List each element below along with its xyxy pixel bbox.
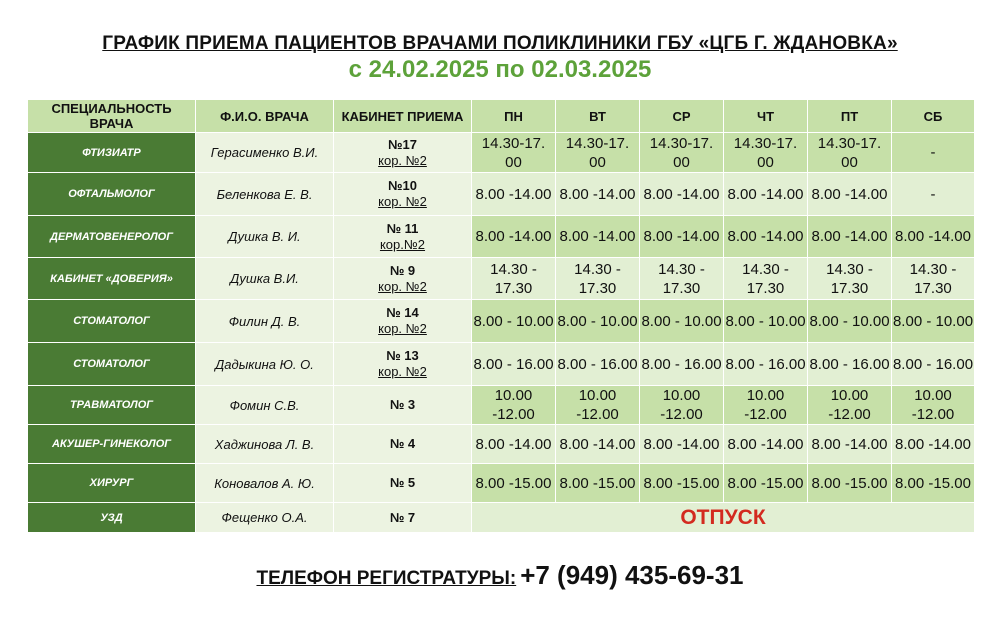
doctor-cell: Фещенко О.А. bbox=[196, 503, 334, 533]
cabinet-number: № 7 bbox=[389, 509, 416, 525]
time-cell-mon: 8.00 - 16.00 bbox=[472, 343, 556, 386]
time-cell-mon: 8.00 -14.00 bbox=[472, 425, 556, 464]
doctor-cell: Душка В. И. bbox=[196, 216, 334, 258]
time-cell-fri: 8.00 -14.00 bbox=[808, 216, 892, 258]
cabinet-number: №17 bbox=[388, 136, 417, 152]
cabinet-cell bbox=[334, 133, 472, 173]
cabinet-cell bbox=[334, 343, 472, 386]
specialty-cell: ОФТАЛЬМОЛОГ bbox=[28, 173, 196, 216]
building-label: кор. №2 bbox=[378, 194, 427, 209]
header-day-tue: ВТ bbox=[556, 100, 640, 133]
time-cell-mon: 8.00 -14.00 bbox=[472, 216, 556, 258]
time-cell-thu: 14.30-17. 00 bbox=[724, 133, 808, 173]
building-label: кор. №2 bbox=[378, 321, 427, 336]
doctor-cell: Филин Д. В. bbox=[196, 300, 334, 343]
time-cell-sat: 8.00 -14.00 bbox=[892, 216, 975, 258]
header-day-fri: ПТ bbox=[808, 100, 892, 133]
time-cell-tue: 14.30 - 17.30 bbox=[556, 258, 640, 300]
cabinet-number: № 9 bbox=[389, 262, 416, 278]
time-cell-fri: 8.00 - 10.00 bbox=[808, 300, 892, 343]
building-label: кор. №2 bbox=[378, 152, 427, 168]
header-cabinet: КАБИНЕТ ПРИЕМА bbox=[334, 100, 472, 133]
time-cell-tue: 8.00 - 16.00 bbox=[556, 343, 640, 386]
phone-number: +7 (949) 435-69-31 bbox=[520, 560, 744, 590]
time-cell-fri: 8.00 - 16.00 bbox=[808, 343, 892, 386]
cabinet-cell bbox=[334, 300, 472, 343]
time-cell-fri: 14.30-17. 00 bbox=[808, 133, 892, 173]
header-day-sat: СБ bbox=[892, 100, 975, 133]
time-cell-fri: 8.00 -14.00 bbox=[808, 425, 892, 464]
cabinet-cell bbox=[334, 425, 472, 464]
time-cell-wed: 8.00 - 10.00 bbox=[640, 300, 724, 343]
specialty-cell: ФТИЗИАТР bbox=[28, 133, 196, 173]
time-cell-tue: 14.30-17. 00 bbox=[556, 133, 640, 173]
doctor-cell: Коновалов А. Ю. bbox=[196, 464, 334, 503]
table-row bbox=[28, 173, 975, 216]
table-row bbox=[28, 343, 975, 386]
cabinet-cell bbox=[334, 503, 472, 533]
specialty-cell: АКУШЕР-ГИНЕКОЛОГ bbox=[28, 425, 196, 464]
time-cell-sat: 8.00 - 10.00 bbox=[892, 300, 975, 343]
table-row bbox=[28, 133, 975, 173]
time-cell-wed: 14.30 - 17.30 bbox=[640, 258, 724, 300]
doctor-cell: Герасименко В.И. bbox=[196, 133, 334, 173]
registry-phone bbox=[0, 560, 1000, 591]
doctor-cell: Хаджинова Л. В. bbox=[196, 425, 334, 464]
time-cell-tue: 8.00 -14.00 bbox=[556, 216, 640, 258]
time-cell-thu: 8.00 -14.00 bbox=[724, 216, 808, 258]
time-cell-fri: 14.30 - 17.30 bbox=[808, 258, 892, 300]
time-cell-thu: 8.00 -15.00 bbox=[724, 464, 808, 503]
time-cell-mon: 8.00 -15.00 bbox=[472, 464, 556, 503]
table-row bbox=[28, 386, 975, 425]
time-cell-mon: 14.30 - 17.30 bbox=[472, 258, 556, 300]
time-cell-tue: 8.00 - 10.00 bbox=[556, 300, 640, 343]
date-range: с 24.02.2025 по 02.03.2025 bbox=[348, 56, 652, 83]
cabinet-number: № 11 bbox=[386, 220, 419, 236]
time-cell-tue: 8.00 -14.00 bbox=[556, 173, 640, 216]
schedule-table bbox=[27, 99, 975, 533]
cabinet-number: № 13 bbox=[386, 348, 419, 363]
cabinet-number: № 4 bbox=[389, 436, 416, 451]
table-row bbox=[28, 503, 975, 533]
table-row bbox=[28, 216, 975, 258]
table-row bbox=[28, 425, 975, 464]
cabinet-cell bbox=[334, 386, 472, 425]
time-cell-tue: 8.00 -15.00 bbox=[556, 464, 640, 503]
specialty-cell: УЗД bbox=[28, 503, 196, 533]
header-day-wed: СР bbox=[640, 100, 724, 133]
time-cell-sat: - bbox=[892, 173, 975, 216]
time-cell-sat: 14.30 - 17.30 bbox=[892, 258, 975, 300]
time-cell-sat: 8.00 - 16.00 bbox=[892, 343, 975, 386]
cabinet-number: № 5 bbox=[389, 475, 416, 490]
specialty-cell: ТРАВМАТОЛОГ bbox=[28, 386, 196, 425]
cabinet-cell bbox=[334, 258, 472, 300]
time-cell-tue: 8.00 -14.00 bbox=[556, 425, 640, 464]
table-row bbox=[28, 258, 975, 300]
doctor-cell: Душка В.И. bbox=[196, 258, 334, 300]
cabinet-cell bbox=[334, 216, 472, 258]
time-cell-mon: 14.30-17. 00 bbox=[472, 133, 556, 173]
cabinet-cell bbox=[334, 173, 472, 216]
doctor-cell: Фомин С.В. bbox=[196, 386, 334, 425]
building-label: кор.№2 bbox=[379, 236, 426, 252]
time-cell-sat: 10.00 -12.00 bbox=[892, 386, 975, 425]
time-cell-thu: 10.00 -12.00 bbox=[724, 386, 808, 425]
time-cell-wed: 14.30-17. 00 bbox=[640, 133, 724, 173]
time-cell-wed: 8.00 -14.00 bbox=[640, 425, 724, 464]
cabinet-number: № 14 bbox=[386, 305, 419, 320]
specialty-cell: СТОМАТОЛОГ bbox=[28, 343, 196, 386]
specialty-cell: КАБИНЕТ «ДОВЕРИЯ» bbox=[28, 258, 196, 300]
time-cell-tue: 10.00 -12.00 bbox=[556, 386, 640, 425]
time-cell-thu: 8.00 -14.00 bbox=[724, 425, 808, 464]
phone-label: ТЕЛЕФОН РЕГИСТРАТУРЫ: bbox=[256, 568, 517, 589]
specialty-cell: СТОМАТОЛОГ bbox=[28, 300, 196, 343]
time-cell-thu: 14.30 - 17.30 bbox=[724, 258, 808, 300]
time-cell-fri: 10.00 -12.00 bbox=[808, 386, 892, 425]
doctor-cell: Беленкова Е. В. bbox=[196, 173, 334, 216]
table-row bbox=[28, 464, 975, 503]
header-specialty: СПЕЦИАЛЬНОСТЬ ВРАЧА bbox=[28, 100, 196, 133]
specialty-cell: ХИРУРГ bbox=[28, 464, 196, 503]
time-cell-mon: 8.00 - 10.00 bbox=[472, 300, 556, 343]
doctor-cell: Дадыкина Ю. О. bbox=[196, 343, 334, 386]
time-cell-mon: 10.00 -12.00 bbox=[472, 386, 556, 425]
cabinet-cell bbox=[334, 464, 472, 503]
time-cell-wed: 8.00 -15.00 bbox=[640, 464, 724, 503]
building-label: кор. №2 bbox=[378, 364, 427, 379]
time-cell-fri: 8.00 -14.00 bbox=[808, 173, 892, 216]
building-label: кор. №2 bbox=[378, 278, 427, 294]
header-day-thu: ЧТ bbox=[724, 100, 808, 133]
time-cell-fri: 8.00 -15.00 bbox=[808, 464, 892, 503]
time-cell-wed: 10.00 -12.00 bbox=[640, 386, 724, 425]
time-cell-thu: 8.00 - 10.00 bbox=[724, 300, 808, 343]
time-cell-sat: 8.00 -14.00 bbox=[892, 425, 975, 464]
vacation-status: ОТПУСК bbox=[472, 503, 975, 533]
time-cell-thu: 8.00 -14.00 bbox=[724, 173, 808, 216]
time-cell-sat: 8.00 -15.00 bbox=[892, 464, 975, 503]
time-cell-sat: - bbox=[892, 133, 975, 173]
cabinet-number: № 3 bbox=[389, 397, 416, 412]
table-row bbox=[28, 300, 975, 343]
page-title: ГРАФИК ПРИЕМА ПАЦИЕНТОВ ВРАЧАМИ ПОЛИКЛИНИКИ ГБУ «ЦГБ Г. ЖДАНОВКА» bbox=[102, 33, 898, 54]
header-row bbox=[28, 100, 975, 133]
header-day-mon: ПН bbox=[472, 100, 556, 133]
time-cell-wed: 8.00 -14.00 bbox=[640, 216, 724, 258]
specialty-cell: ДЕРМАТОВЕНЕРОЛОГ bbox=[28, 216, 196, 258]
time-cell-mon: 8.00 -14.00 bbox=[472, 173, 556, 216]
time-cell-thu: 8.00 - 16.00 bbox=[724, 343, 808, 386]
header-doctor: Ф.И.О. ВРАЧА bbox=[196, 100, 334, 133]
time-cell-wed: 8.00 -14.00 bbox=[640, 173, 724, 216]
time-cell-wed: 8.00 - 16.00 bbox=[640, 343, 724, 386]
cabinet-number: №10 bbox=[388, 178, 417, 193]
